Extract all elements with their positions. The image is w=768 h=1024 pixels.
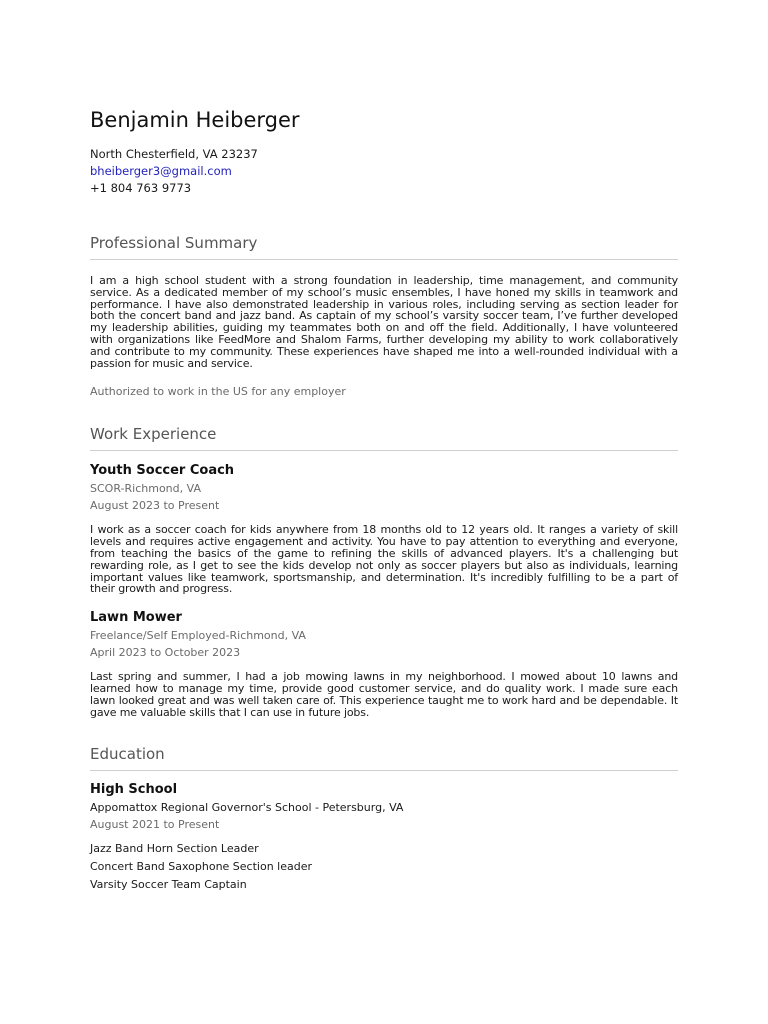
job-entry — [90, 609, 678, 718]
education-highlight: Jazz Band Horn Section Leader — [90, 842, 259, 856]
section-title-education: Education — [90, 745, 165, 764]
job-company-location — [90, 627, 678, 644]
job-location: Richmond, VA — [124, 482, 201, 496]
education-highlights — [90, 840, 678, 894]
job-title: Youth Soccer Coach — [90, 463, 235, 479]
education-highlight: Concert Band Saxophone Section leader — [90, 860, 313, 874]
candidate-name: Benjamin Heiberger — [90, 108, 300, 132]
section-divider — [90, 450, 678, 451]
job-company: Freelance/Self Employed — [90, 629, 226, 643]
section-divider — [90, 259, 678, 260]
education-dates: August 2021 to Present — [90, 818, 220, 832]
job-separator: - — [120, 482, 125, 496]
job-description: Last spring and summer, I had a job mowing lawns in my neighborhood. I mowed about 10 lawns and learned how to manage my time, provide good customer service, and do quality work. I made sure each lawn looked great and was well taken care of. This experience taught me to work hard and be dependable. It gave me valuable skills that I can use in future jobs. — [90, 670, 678, 719]
contact-email-link[interactable]: bheiberger3@gmail.com — [90, 164, 232, 178]
education-school: Appomattox Regional Governor's School - Petersburg, VA — [90, 801, 404, 815]
resume-header — [90, 106, 678, 197]
job-dates: August 2023 to Present — [90, 499, 220, 513]
summary-text: I am a high school student with a strong foundation in leadership, time management, and community service. As a dedicated member of my school’s music ensembles, I have honed my skills in teamwork and performance. I have also demonstrated leadership in various roles, including serving as section leader for both the concert band and jazz band. As captain of my school’s varsity soccer team, I’ve further developed my leadership abilities, guiding my teammates both on and off the field. Additionally, I have volunteered with organizations like FeedMore and Shalom Farms, further developing my ability to work collaboratively and contribute to my community. These experiences have shaped me into a well-rounded individual with a passion for music and service. — [90, 274, 678, 370]
work-authorization: Authorized to work in the US for any employer — [90, 385, 346, 399]
contact-location: North Chesterfield, VA 23237 — [90, 147, 258, 161]
job-title: Lawn Mower — [90, 610, 182, 626]
section-title-summary: Professional Summary — [90, 234, 258, 252]
job-company: SCOR — [90, 482, 121, 496]
contact-phone: +1 804 763 9773 — [90, 181, 192, 195]
education-entry — [90, 781, 678, 894]
job-entry — [90, 462, 678, 595]
section-divider — [90, 770, 678, 771]
resume-content — [90, 106, 678, 894]
job-dates: April 2023 to October 2023 — [90, 646, 241, 660]
section-title-work: Work Experience — [90, 425, 217, 444]
education-section — [90, 744, 678, 894]
job-location: Richmond, VA — [229, 629, 306, 643]
education-degree: High School — [90, 782, 178, 798]
job-separator: - — [225, 629, 230, 643]
work-experience-section — [90, 424, 678, 718]
job-description: I work as a soccer coach for kids anywhere from 18 months old to 12 years old. It ranges a variety of skill levels and requires active engagement and activity. You have to pay attention to everything and everyone, from teaching the basics of the game to refining the skills of advanced players. It's a challenging but rewarding role, as I get to see the kids develop not only as soccer players but also as individuals, learning important values like teamwork, sportsmanship, and determination. It's incredibly fulfilling to be a part of their growth and progress. — [90, 523, 678, 596]
professional-summary-section — [90, 233, 678, 400]
job-company-location — [90, 480, 678, 497]
education-highlight: Varsity Soccer Team Captain — [90, 878, 247, 892]
